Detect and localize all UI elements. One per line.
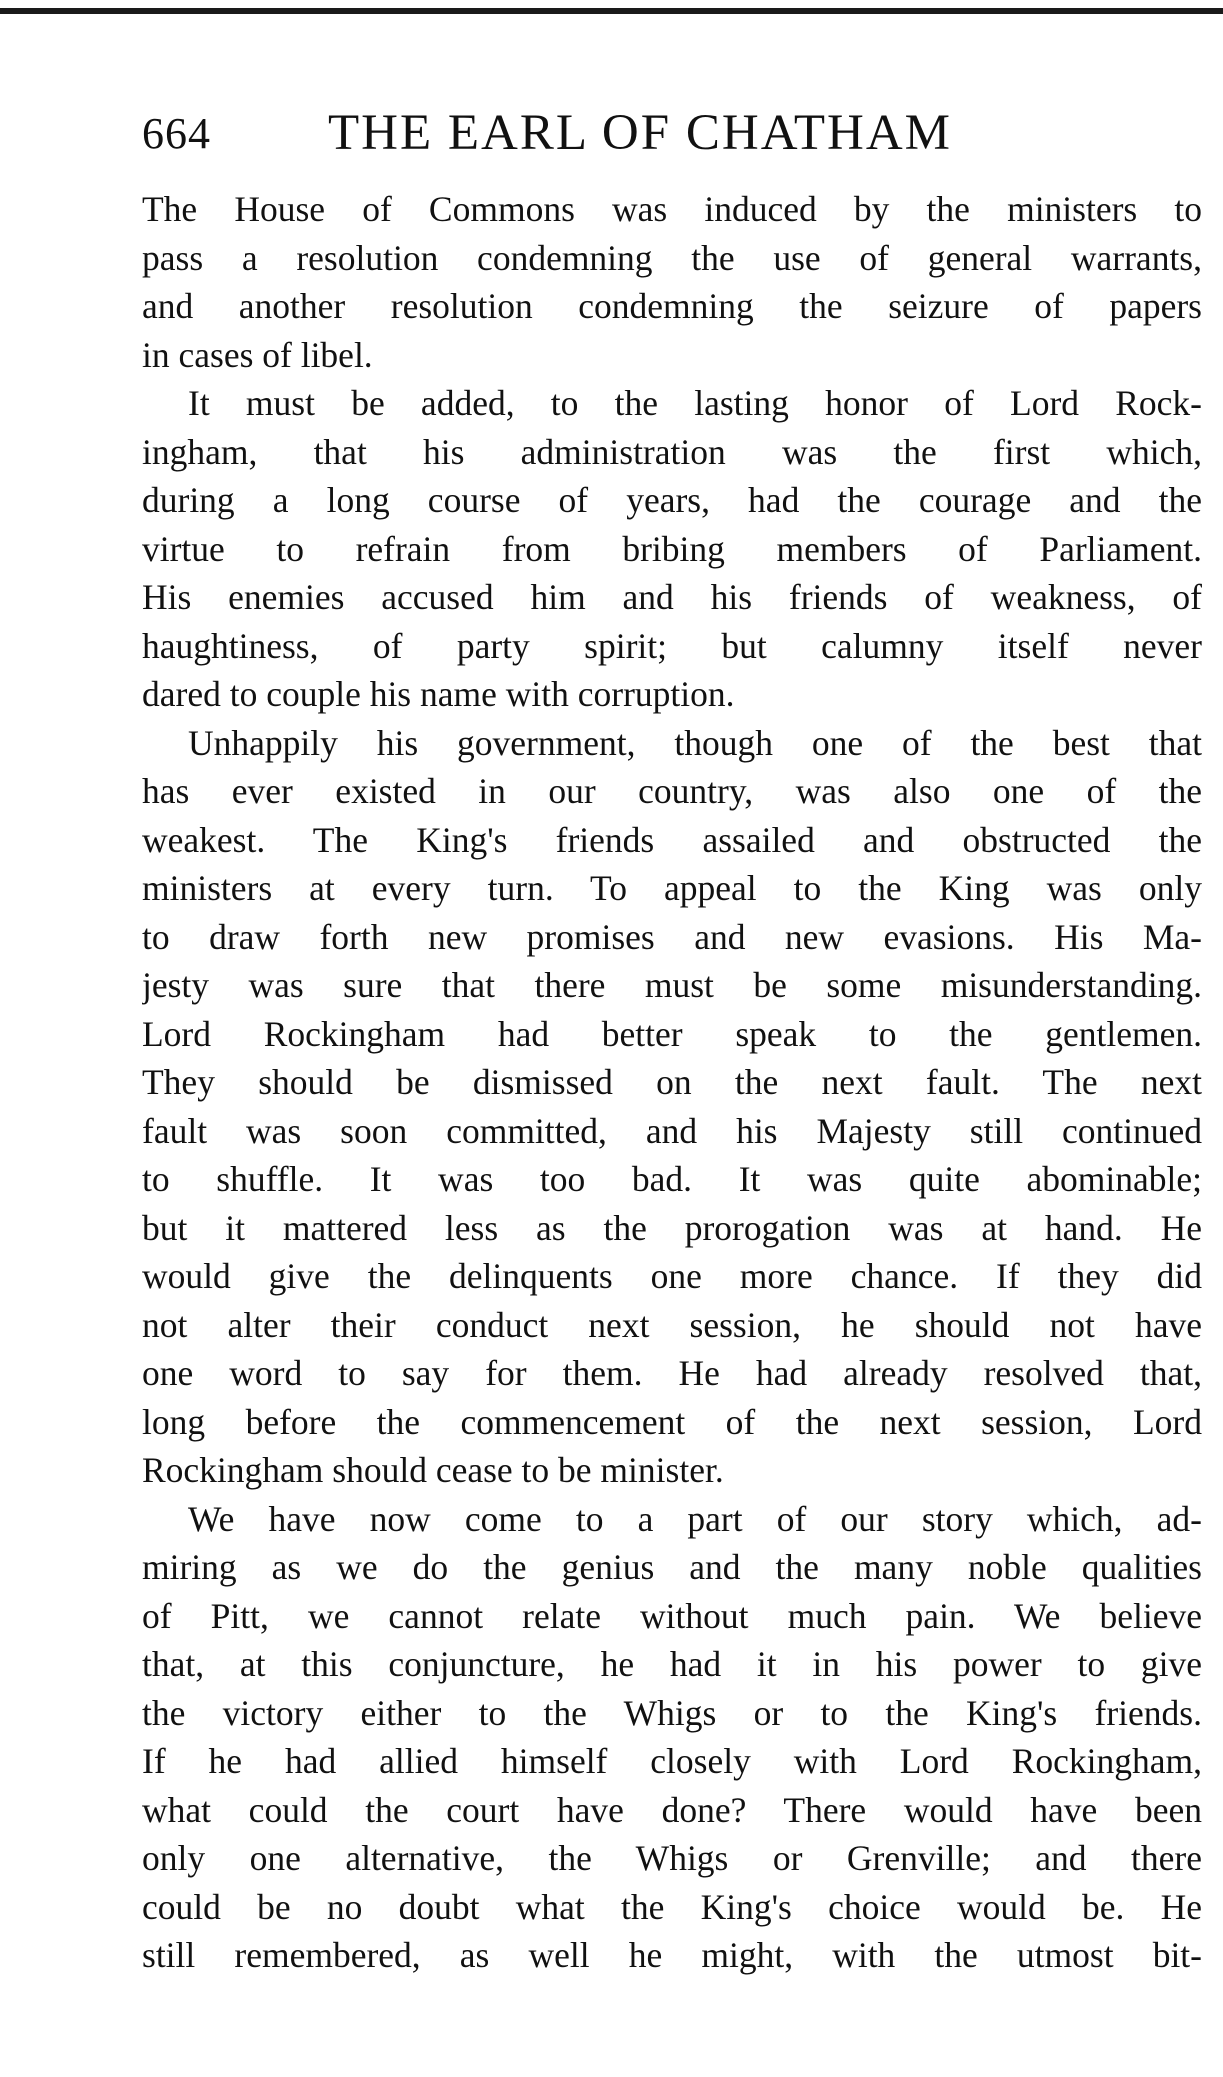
text-line: one word to say for them. He had already resolved that, <box>142 1353 1202 1393</box>
text-line: haughtiness, of party spirit; but calumny itself never <box>142 625 1202 666</box>
paragraph-2 <box>142 379 1202 719</box>
text-line: only one alternative, the Whigs or Grenville; and there <box>142 1838 1202 1878</box>
text-line: not alter their conduct next session, he should not have <box>142 1304 1202 1345</box>
paragraph-3 <box>142 719 1202 1495</box>
text-line: to shuffle. It was too bad. It was quite abominable; <box>142 1159 1202 1199</box>
text-line: still remembered, as well he might, with the utmost bit- <box>142 1935 1202 1975</box>
text-line: the victory either to the Whigs or to the King's friends. <box>142 1692 1202 1733</box>
paragraph-4 <box>142 1495 1202 1980</box>
text-line: fault was soon committed, and his Majesty still continued <box>142 1110 1202 1151</box>
body-text <box>142 185 1202 1980</box>
text-line: has ever existed in our country, was also one of the <box>142 771 1202 811</box>
text-line: jesty was sure that there must be some misunderstanding. <box>142 965 1202 1005</box>
running-title: THE EARL OF CHATHAM <box>328 105 953 161</box>
text-line: but it mattered less as the prorogation was at hand. He <box>142 1207 1202 1248</box>
page-header <box>142 104 1202 164</box>
text-line: dared to couple his name with corruption. <box>142 674 735 714</box>
text-line: We have now come to a part of our story which, ad- <box>188 1498 1202 1539</box>
text-line: miring as we do the genius and the many noble qualities <box>142 1547 1202 1587</box>
text-line: Unhappily his government, though one of the best that <box>188 722 1202 763</box>
page-number: 664 <box>142 109 211 158</box>
text-line: could be no doubt what the King's choice would be. He <box>142 1886 1202 1927</box>
paragraph-1 <box>142 185 1202 379</box>
text-line: weakest. The King's friends assailed and obstructed the <box>142 819 1202 860</box>
text-line: to draw forth new promises and new evasions. His Ma- <box>142 916 1202 957</box>
text-line: that, at this conjuncture, he had it in his power to give <box>142 1644 1202 1684</box>
text-line: ministers at every turn. To appeal to the King was only <box>142 868 1202 908</box>
text-line: ingham, that his administration was the first which, <box>142 431 1202 472</box>
text-line: and another resolution condemning the seizure of papers <box>142 286 1202 326</box>
text-line: It must be added, to the lasting honor of Lord Rock- <box>188 383 1202 423</box>
top-rule <box>0 8 1223 14</box>
text-line: what could the court have done? There would have been <box>142 1789 1202 1830</box>
text-line: His enemies accused him and his friends of weakness, of <box>142 577 1202 617</box>
text-line: during a long course of years, had the courage and the <box>142 480 1202 520</box>
text-line: long before the commencement of the next session, Lord <box>142 1401 1202 1442</box>
text-line: If he had allied himself closely with Lord Rockingham, <box>142 1741 1202 1781</box>
text-line: Lord Rockingham had better speak to the gentlemen. <box>142 1013 1202 1054</box>
text-line: in cases of libel. <box>142 334 373 375</box>
text-line: The House of Commons was induced by the ministers to <box>142 189 1202 229</box>
text-line: would give the delinquents one more chance. If they did <box>142 1256 1202 1296</box>
text-line: virtue to refrain from bribing members of Parliament. <box>142 528 1202 569</box>
text-line: pass a resolution condemning the use of general warrants, <box>142 237 1202 278</box>
text-line: Rockingham should cease to be minister. <box>142 1450 724 1490</box>
text-line: of Pitt, we cannot relate without much pain. We believe <box>142 1595 1202 1636</box>
text-line: They should be dismissed on the next fault. The next <box>142 1062 1202 1102</box>
